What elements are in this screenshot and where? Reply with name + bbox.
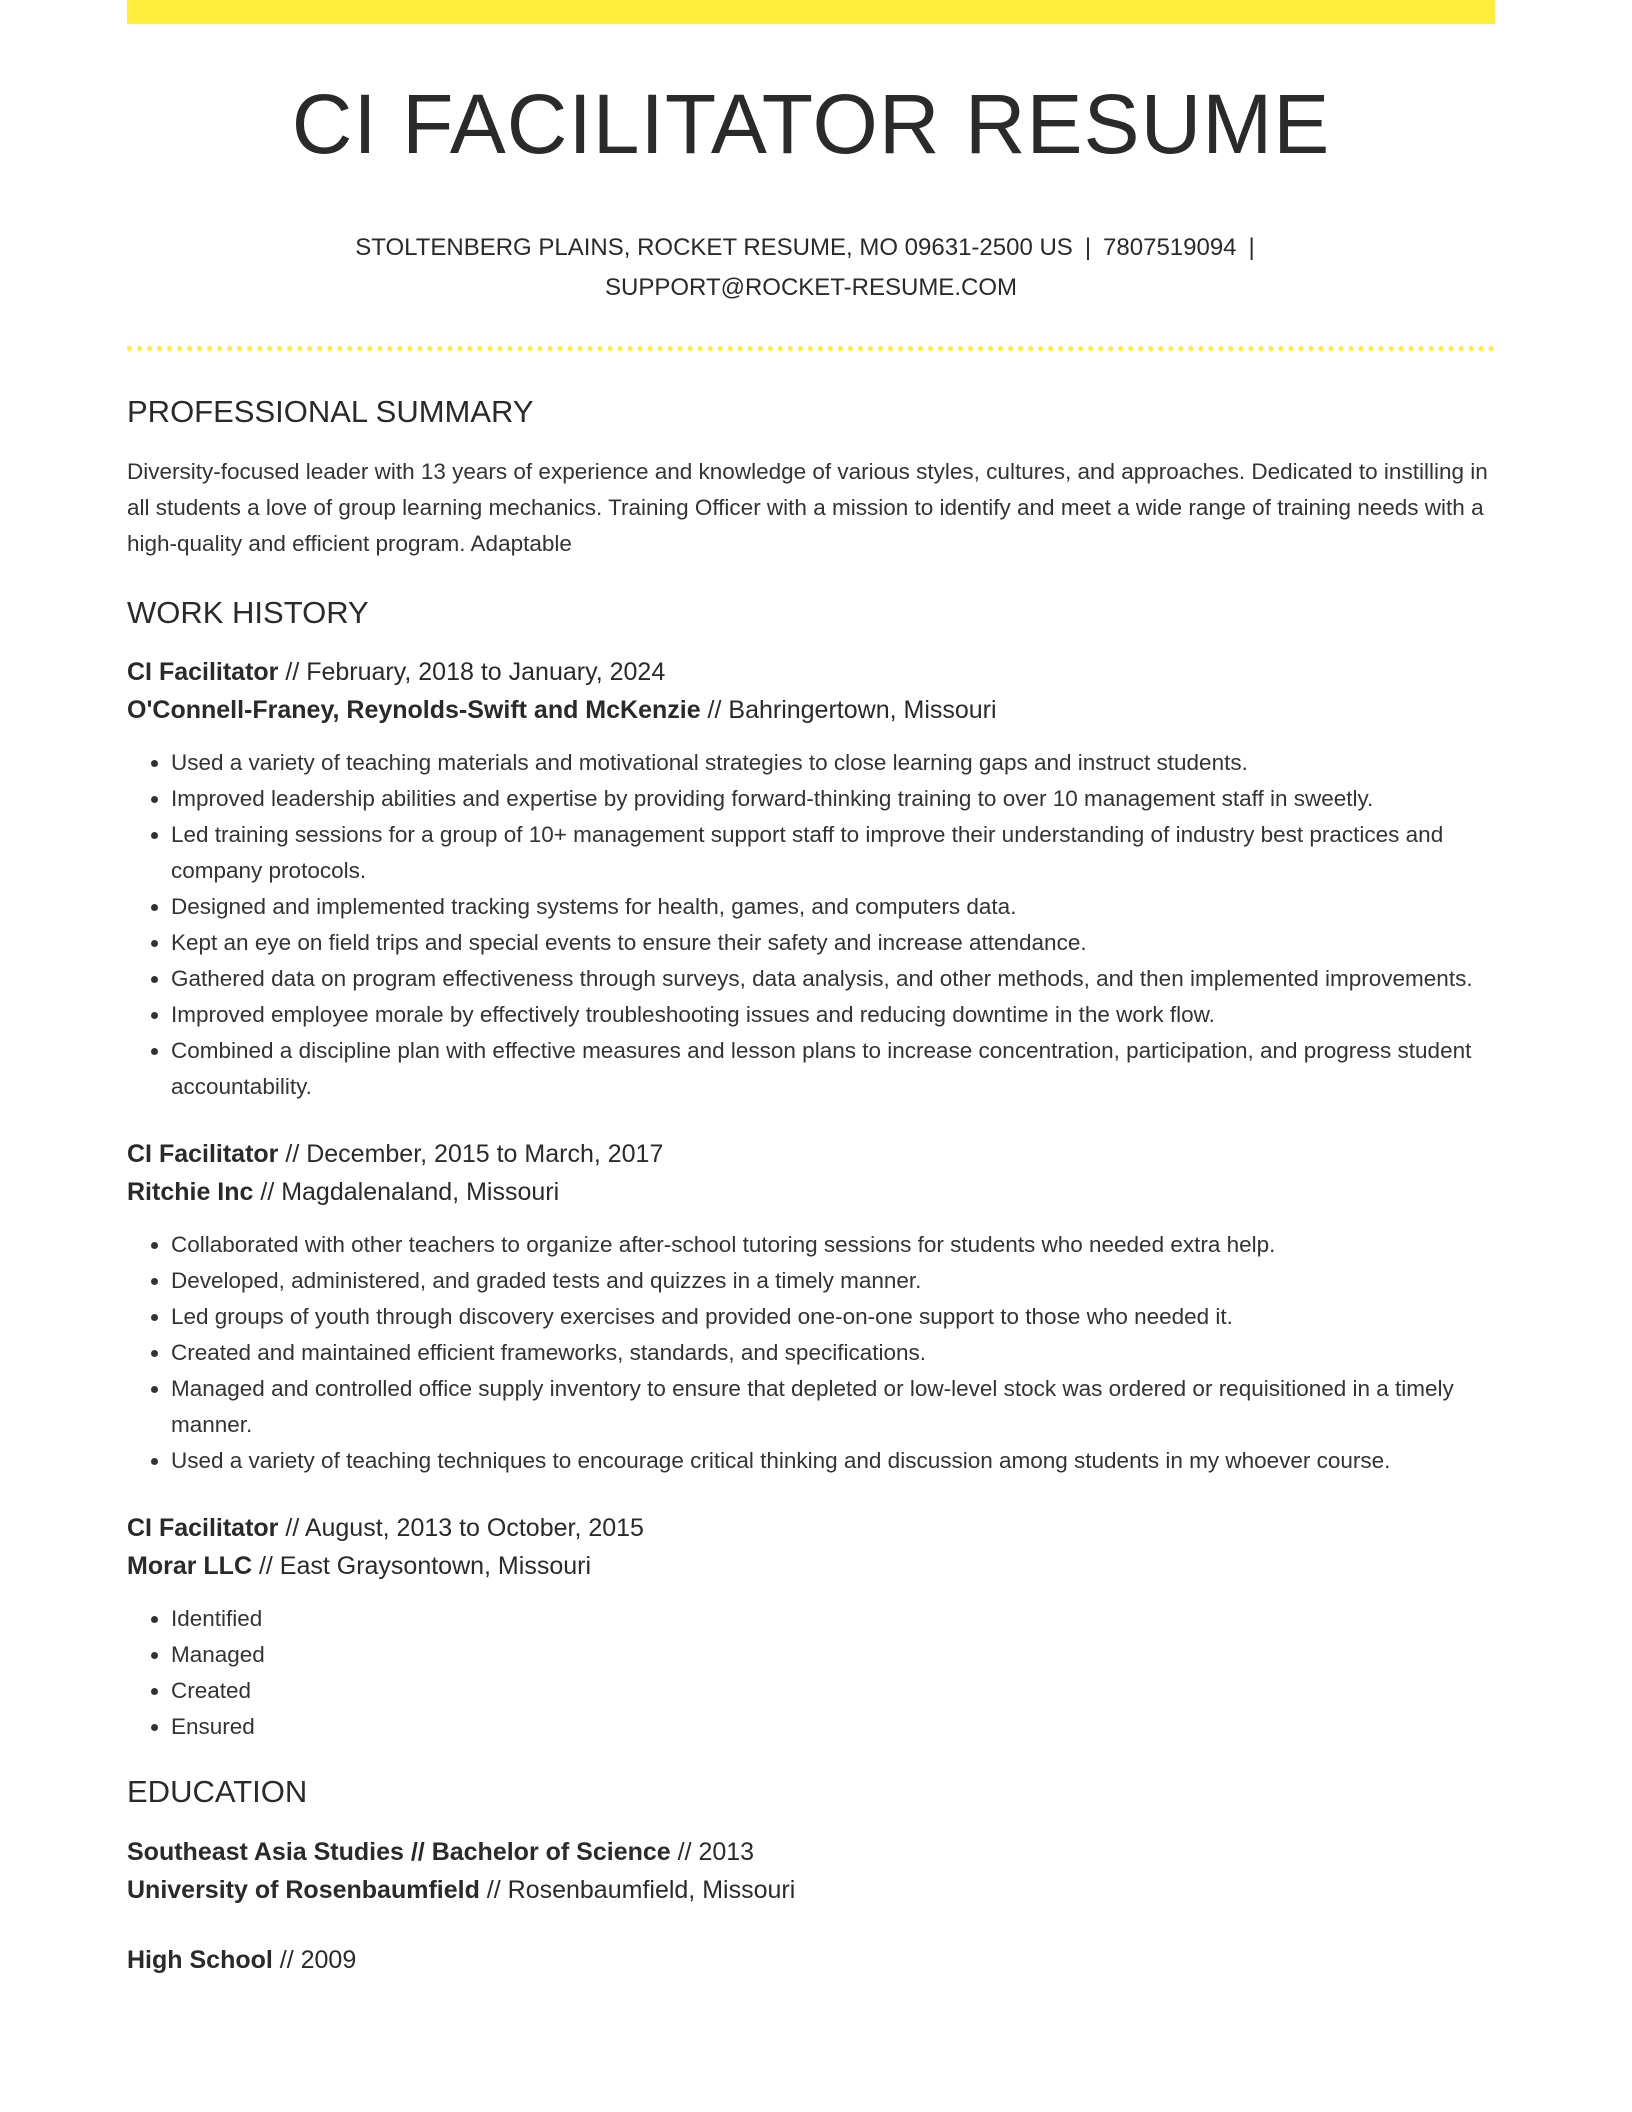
accent-top-bar (127, 0, 1495, 24)
education-heading: EDUCATION (127, 1774, 308, 1810)
resume-page (127, 0, 1495, 1979)
job-bullet: • Led training sessions for a group of 10+ management support staff to improve their understanding of industry best practices and company protocols. (171, 817, 1495, 889)
job-bullet: • Improved leadership abilities and expertise by providing forward-thinking training to over 10 management staff in sweetly. (171, 781, 1495, 817)
job-bullet: • Kept an eye on field trips and special events to ensure their safety and increase attendance. (171, 925, 1495, 961)
job-title-line (127, 1135, 1495, 1173)
job-bullet: • Collaborated with other teachers to organize after-school tutoring sessions for students who needed extra help. (171, 1227, 1495, 1263)
job-company-line (127, 1173, 1495, 1211)
job-bullets (127, 745, 1495, 1105)
education-entry (127, 1941, 1495, 1979)
job-bullet: • Ensured (171, 1709, 1495, 1745)
job-dates: // February, 2018 to January, 2024 (278, 658, 666, 687)
job-bullet: • Managed and controlled office supply inventory to ensure that depleted or low-level stock was ordered or requisitioned in a timely manner. (171, 1371, 1495, 1443)
contact-phone: 7807519094 (1103, 234, 1237, 261)
job-company: Ritchie Inc (127, 1178, 254, 1207)
job-location: // East Graysontown, Missouri (252, 1552, 592, 1581)
job-location: // Magdalenaland, Missouri (253, 1178, 560, 1207)
job-title: CI Facilitator (127, 658, 279, 687)
job-bullet: • Used a variety of teaching techniques to encourage critical thinking and discussion among students in my whoever course. (171, 1443, 1495, 1479)
summary-heading: PROFESSIONAL SUMMARY (127, 394, 534, 429)
education-school: University of Rosenbaumfield (127, 1875, 480, 1904)
job-title: CI Facilitator (127, 1514, 279, 1543)
job-entry (127, 1509, 1495, 1745)
education-school-line (127, 1871, 1495, 1909)
contact-separator: | (1084, 234, 1092, 261)
job-bullet: • Developed, administered, and graded tests and quizzes in a timely manner. (171, 1263, 1495, 1299)
contact-address: STOLTENBERG PLAINS, ROCKET RESUME, MO 09631-2500 US (355, 234, 1073, 261)
job-bullet: • Led groups of youth through discovery exercises and provided one-on-one support to those who needed it. (171, 1299, 1495, 1335)
education-location: // Rosenbaumfield, Missouri (479, 1875, 796, 1904)
work-history-heading: WORK HISTORY (127, 595, 369, 631)
contact-email: SUPPORT@ROCKET-RESUME.COM (605, 274, 1017, 301)
job-company-line (127, 691, 1495, 729)
job-location: // Bahringertown, Missouri (700, 696, 997, 725)
education-degree-line (127, 1941, 1495, 1979)
job-bullets (127, 1601, 1495, 1745)
job-title-line (127, 1509, 1495, 1547)
job-bullet: • Designed and implemented tracking systems for health, games, and computers data. (171, 889, 1495, 925)
education-degree-line (127, 1833, 1495, 1871)
job-bullet: • Managed (171, 1637, 1495, 1673)
job-entry (127, 653, 1495, 1105)
education-degree: High School (127, 1945, 273, 1974)
job-dates: // December, 2015 to March, 2017 (278, 1140, 664, 1169)
job-title-line (127, 653, 1495, 691)
job-entry (127, 1135, 1495, 1479)
job-bullet: • Created (171, 1673, 1495, 1709)
education-entry (127, 1833, 1495, 1909)
contact-separator: | (1248, 234, 1255, 261)
job-bullet: • Improved employee morale by effectively troubleshooting issues and reducing downtime in the work flow. (171, 997, 1495, 1033)
education-year: // 2009 (272, 1945, 357, 1974)
job-bullets (127, 1227, 1495, 1479)
job-company: O'Connell-Franey, Reynolds-Swift and McKenzie (127, 696, 701, 725)
job-bullet: • Created and maintained efficient frameworks, standards, and specifications. (171, 1335, 1495, 1371)
job-bullet: • Gathered data on program effectiveness through surveys, data analysis, and other methods, and then implemented improvements. (171, 961, 1495, 997)
resume-title: CI FACILITATOR RESUME (291, 77, 1331, 171)
job-company-line (127, 1547, 1495, 1585)
education-year: // 2013 (670, 1837, 755, 1866)
job-bullet: • Identified (171, 1601, 1495, 1637)
job-title: CI Facilitator (127, 1140, 279, 1169)
dotted-divider (127, 346, 1495, 351)
contact-info (127, 228, 1495, 308)
summary-text: Diversity-focused leader with 13 years of experience and knowledge of various styles, cultures, and approaches. Dedicated to instilling in all students a love of group learning mechanics. Training Officer with a mission to identify and meet a wide range of training needs with a high-quality and efficient program. Adaptable (127, 459, 1488, 557)
job-bullet: • Combined a discipline plan with effective measures and lesson plans to increase concentration, participation, and progress student accountability. (171, 1033, 1495, 1105)
job-bullet: • Used a variety of teaching materials and motivational strategies to close learning gaps and instruct students. (171, 745, 1495, 781)
education-degree: Southeast Asia Studies // Bachelor of Science (127, 1837, 671, 1866)
job-company: Morar LLC (127, 1552, 252, 1581)
job-dates: // August, 2013 to October, 2015 (278, 1514, 644, 1543)
